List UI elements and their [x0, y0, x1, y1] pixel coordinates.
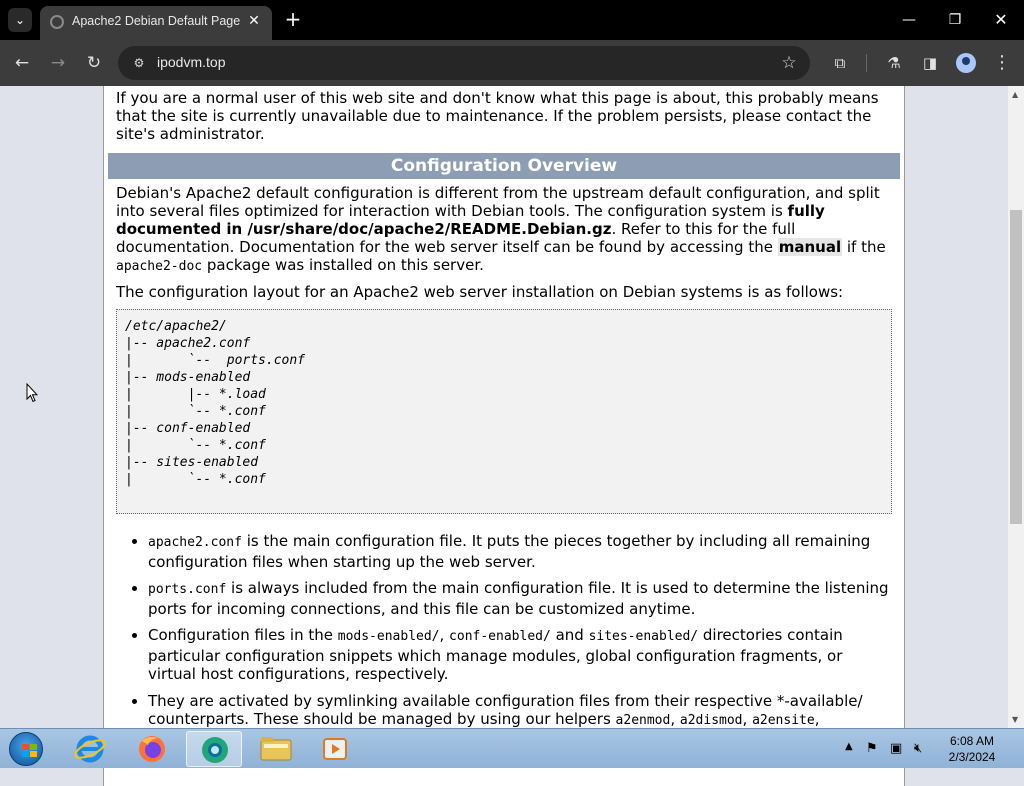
scrollbar-thumb[interactable]: [1010, 210, 1022, 524]
page-main-column: [103, 86, 905, 786]
reload-icon[interactable]: ↻: [86, 53, 102, 73]
browser-toolbar: [0, 40, 1024, 86]
list-item-text: ,: [742, 710, 753, 728]
labs-flask-icon[interactable]: ⚗: [887, 54, 901, 72]
mouse-pointer-icon: [26, 383, 38, 403]
close-tab-icon[interactable]: ✕: [248, 13, 260, 29]
bookmark-star-icon[interactable]: ☆: [781, 53, 797, 73]
apache2-doc-code: apache2-doc: [116, 259, 203, 274]
start-button[interactable]: [6, 730, 46, 768]
taskbar-file-explorer[interactable]: [248, 731, 304, 767]
list-item-text: They are activated by symlinking available configuration files from their respective *-available/ counterparts. These should be managed by using our helpers: [148, 691, 863, 728]
show-hidden-icons-arrow-icon[interactable]: ▲: [845, 741, 853, 752]
conf-enabled-code: conf-enabled/: [449, 629, 551, 644]
apache2-conf-code: apache2.conf: [148, 535, 242, 550]
restore-window-icon[interactable]: ❐: [948, 12, 962, 28]
p1-text-c: . Refer to this for the full documentation. Documentation for the web server itself can be found by accessing the: [116, 220, 796, 256]
p1-text-a: Debian's Apache2 default configuration is different from the upstream default configuration, and split into several files optimized for interaction with Debian tools. The configuration system is: [116, 184, 880, 220]
globe-icon: [50, 15, 64, 29]
sites-enabled-code: sites-enabled/: [588, 629, 699, 644]
intro-paragraph: If you are a normal user of this web site and don't know what this page is about, this probably means that the site is currently unavailable due to maintenance. If the problem persists, please contact the site's administrator.: [116, 89, 879, 143]
back-arrow-icon[interactable]: ←: [14, 53, 30, 73]
scroll-up-arrow-icon[interactable]: ▲: [1012, 90, 1019, 99]
list-item: [148, 626, 892, 684]
ports-conf-code: ports.conf: [148, 582, 227, 597]
profile-avatar-icon[interactable]: [954, 51, 978, 75]
system-clock[interactable]: [932, 733, 1012, 765]
taskbar-media-player[interactable]: [308, 731, 364, 767]
list-item-text: ,: [439, 626, 450, 644]
list-item-text: ,: [670, 710, 680, 728]
taskbar-browser-active[interactable]: [186, 731, 242, 767]
scroll-down-arrow-icon[interactable]: ▼: [1012, 715, 1019, 724]
mods-enabled-code: mods-enabled/: [337, 629, 440, 644]
section-header-configuration-overview: Configuration Overview: [108, 153, 900, 179]
list-item: [148, 579, 892, 618]
readme-path-bold: fully documented in /usr/share/doc/apache2/README.Debian.gz: [116, 202, 825, 238]
list-item-text: ,: [814, 710, 820, 728]
side-panel-icon[interactable]: ◨: [922, 54, 938, 72]
minimize-window-icon[interactable]: —: [902, 12, 916, 28]
list-item-text: directories contain particular configuration snippets which manage modules, global configuration fragments, or virtual host configurations, respectively.: [148, 626, 843, 683]
clock-date: 2/3/2024: [948, 750, 996, 764]
configuration-description-paragraph: [116, 184, 892, 276]
a2ensite-code: a2ensite: [752, 713, 815, 728]
folder-icon: [248, 731, 304, 767]
extensions-puzzle-icon[interactable]: ⧉: [834, 54, 846, 72]
internet-explorer-icon: [62, 731, 118, 767]
taskbar-internet-explorer[interactable]: [62, 731, 118, 767]
manual-link[interactable]: manual: [778, 238, 842, 256]
list-item: [148, 532, 892, 571]
list-item-text: and: [550, 626, 589, 644]
url-text[interactable]: ipodvm.top: [157, 54, 226, 70]
vertical-scrollbar[interactable]: [1008, 86, 1024, 728]
new-tab-plus-icon[interactable]: +: [284, 7, 302, 31]
firefox-icon: [124, 731, 180, 767]
browser-tab-strip: [0, 0, 1024, 40]
configuration-layout-tree: /etc/apache2/ |-- apache2.conf | `-- ports.conf |-- mods-enabled | |-- *.load | `-- *.conf |-- conf-enabled | `-- *.conf |-- sites-enabled | `-- *.conf: [116, 309, 892, 514]
browser-app-icon: [187, 732, 243, 768]
list-item-text: is the main configuration file. It puts the pieces together by including all remaining configuration files when starting up the web server.: [148, 532, 871, 571]
browser-tab-active[interactable]: [40, 6, 272, 40]
clock-time: 6:08 AM: [949, 734, 995, 748]
action-center-flag-icon[interactable]: ⚑: [866, 741, 878, 756]
media-player-icon: [308, 731, 364, 767]
layout-intro-paragraph: The configuration layout for an Apache2 web server installation on Debian systems is as follows:: [116, 283, 844, 301]
tab-title: Apache2 Debian Default Page: [72, 14, 241, 28]
volume-muted-icon[interactable]: 🔇︎: [914, 741, 923, 756]
site-info-tune-icon[interactable]: ⚙: [133, 56, 145, 70]
p1-text-e: if the: [842, 238, 886, 256]
taskbar-firefox[interactable]: [124, 731, 180, 767]
list-item-text: Configuration files in the: [148, 626, 338, 644]
forward-arrow-icon[interactable]: →: [50, 53, 66, 73]
a2dismod-code: a2dismod: [679, 713, 743, 728]
windows-taskbar: [0, 728, 1024, 768]
p1-text-g: package was installed on this server.: [202, 256, 484, 274]
page-viewport: [0, 86, 1008, 728]
more-menu-kebab-icon[interactable]: ⋮: [993, 52, 1011, 73]
close-window-icon[interactable]: ✕: [994, 10, 1008, 29]
list-item-text: is always included from the main configuration file. It is used to determine the listening ports for incoming connections, and this file can be customized anytime.: [148, 579, 889, 618]
toolbar-divider: [866, 54, 867, 72]
a2enmod-code: a2enmod: [615, 713, 671, 728]
address-bar[interactable]: [118, 46, 810, 80]
configuration-files-list: [116, 532, 892, 751]
network-icon[interactable]: ▣: [890, 741, 903, 756]
tab-search-chevron-icon[interactable]: ⌄: [8, 8, 32, 32]
windows-logo-icon: [9, 732, 43, 766]
